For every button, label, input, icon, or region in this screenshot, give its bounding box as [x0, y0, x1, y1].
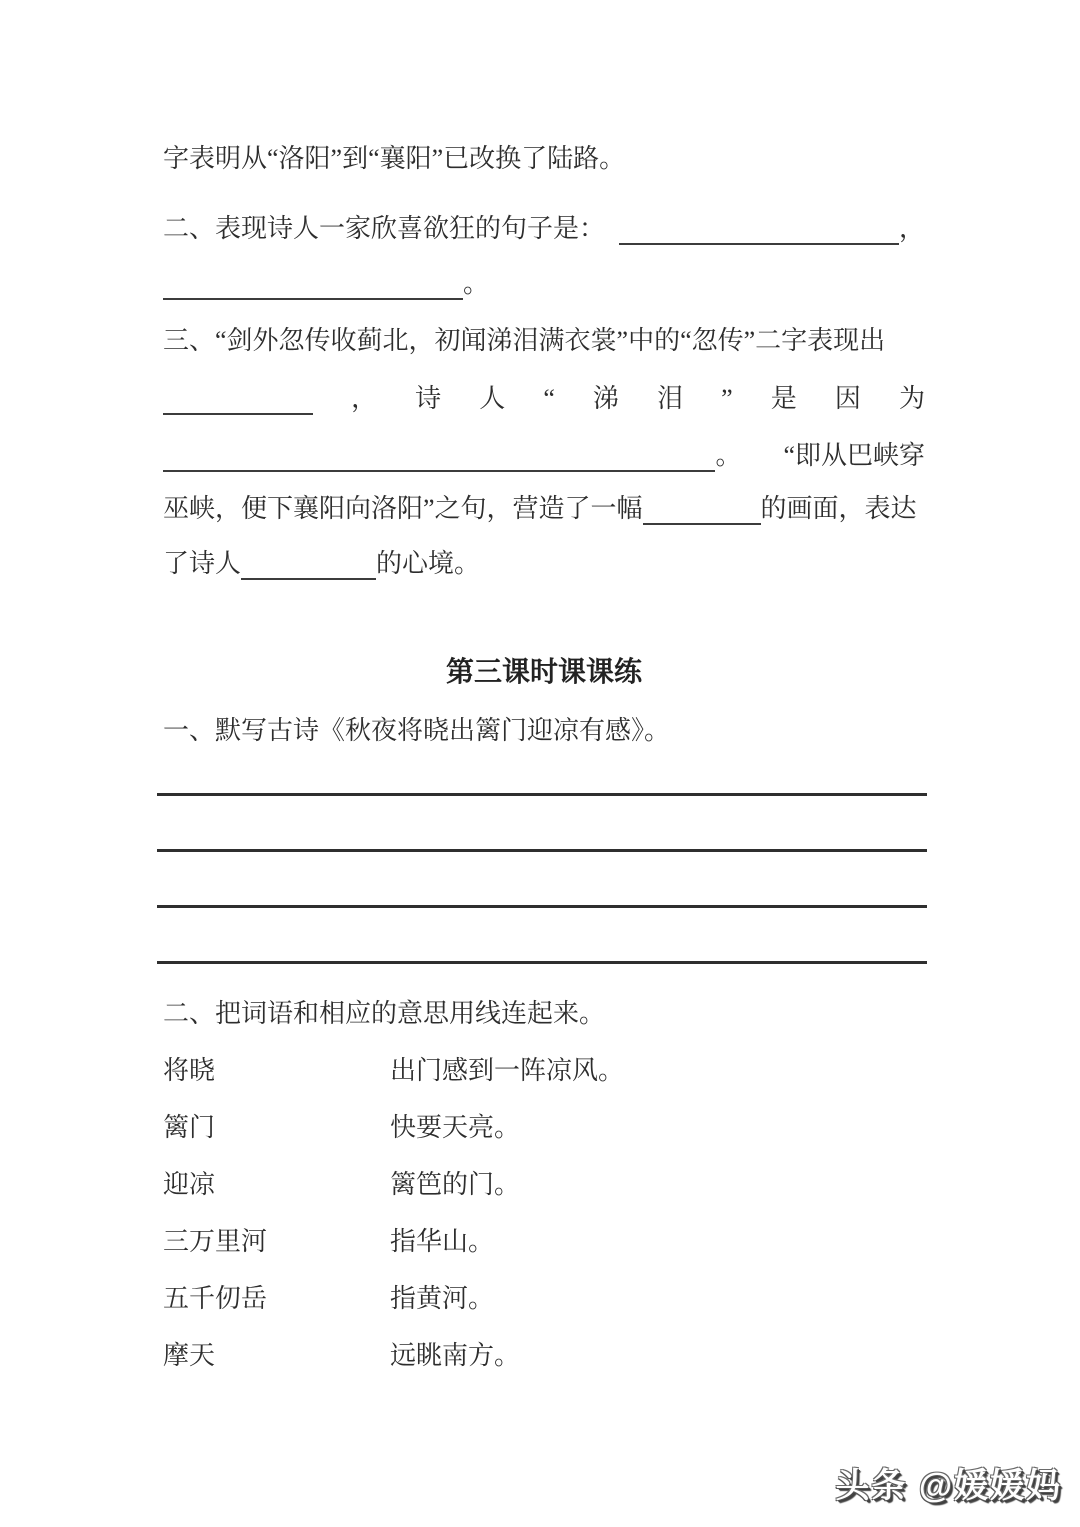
- match-definition: 指华山。: [390, 1227, 495, 1256]
- answer-blank: [241, 552, 376, 580]
- question-3-quote-start: “即从巴峡穿: [783, 441, 925, 470]
- section3-question-2: [163, 998, 925, 1030]
- match-row: [163, 1112, 925, 1144]
- match-term: 三万里河: [163, 1227, 268, 1256]
- section3-question-1-text: 一、默写古诗《秋夜将晓出篱门迎凉有感》。: [163, 716, 671, 745]
- justified-token: 诗: [415, 384, 442, 413]
- writing-line: [157, 849, 927, 852]
- match-term: 篱门: [163, 1113, 216, 1142]
- justified-token: “: [543, 384, 555, 413]
- question-3-line-2: [163, 383, 925, 415]
- writing-line: [157, 961, 927, 964]
- question-3-period: 。: [715, 441, 742, 470]
- question-3-text: 巫峡，便下襄阳向洛阳”之句，营造了一幅: [163, 494, 643, 523]
- paragraph-continuation-text: 字表明从“洛阳”到“襄阳”已改换了陆路。: [163, 144, 626, 173]
- match-row: [163, 1055, 925, 1087]
- justified-token: 因: [834, 384, 861, 413]
- answer-blank: [163, 444, 715, 472]
- question-3-line-3: [163, 440, 925, 472]
- justified-token: 泪: [657, 384, 684, 413]
- match-row: [163, 1283, 925, 1315]
- question-2-line-2: [163, 268, 925, 300]
- question-3-text: 了诗人: [163, 549, 242, 578]
- match-definition: 篱笆的门。: [390, 1170, 521, 1199]
- question-2-period: 。: [463, 269, 490, 298]
- match-term: 迎凉: [163, 1170, 216, 1199]
- match-definition: 指黄河。: [390, 1284, 495, 1313]
- justified-token: ，: [351, 384, 378, 413]
- toutiao-watermark: 头条 @媛媛妈: [835, 1467, 1062, 1505]
- justified-token: 涕: [592, 384, 619, 413]
- question-2-text: 二、表现诗人一家欣喜欲狂的句子是：: [163, 214, 606, 243]
- match-term: 将晓: [163, 1056, 216, 1085]
- question-3-text: 三、“剑外忽传收蓟北，初闻涕泪满衣裳”中的“忽传”二字表现出: [163, 326, 886, 355]
- match-row: [163, 1169, 925, 1201]
- answer-blank: [163, 272, 463, 300]
- match-definition: 远眺南方。: [390, 1341, 521, 1370]
- answer-blank: [643, 497, 761, 525]
- question-2-comma: ，: [898, 214, 925, 243]
- section-heading: 第三课时课课练: [445, 656, 642, 687]
- match-row: [163, 1226, 925, 1258]
- writing-line: [157, 905, 927, 908]
- paragraph-continuation: [163, 143, 925, 175]
- question-3-text: 的画面，表达: [760, 494, 917, 523]
- question-3-line-5: [163, 548, 925, 580]
- question-3-line-1: [163, 325, 925, 357]
- section3-question-2-text: 二、把词语和相应的意思用线连起来。: [163, 999, 606, 1028]
- question-3-text: 的心境。: [376, 549, 481, 578]
- justified-token: ”: [721, 384, 733, 413]
- writing-line: [157, 793, 927, 796]
- justified-token: 是: [770, 384, 797, 413]
- question-3-line-4: [163, 493, 925, 525]
- answer-blank: [163, 387, 313, 415]
- match-definition: 快要天亮。: [390, 1113, 521, 1142]
- section3-question-1: [163, 715, 925, 747]
- answer-blank: [619, 217, 899, 245]
- match-term: 摩天: [163, 1341, 216, 1370]
- question-2-line-1: [163, 213, 925, 245]
- worksheet-content: [163, 143, 925, 1372]
- match-definition: 出门感到一阵凉风。: [390, 1056, 625, 1085]
- match-term: 五千仞岳: [163, 1284, 268, 1313]
- justified-token: 人: [479, 384, 506, 413]
- justified-token: 为: [898, 384, 925, 413]
- match-row: [163, 1340, 925, 1372]
